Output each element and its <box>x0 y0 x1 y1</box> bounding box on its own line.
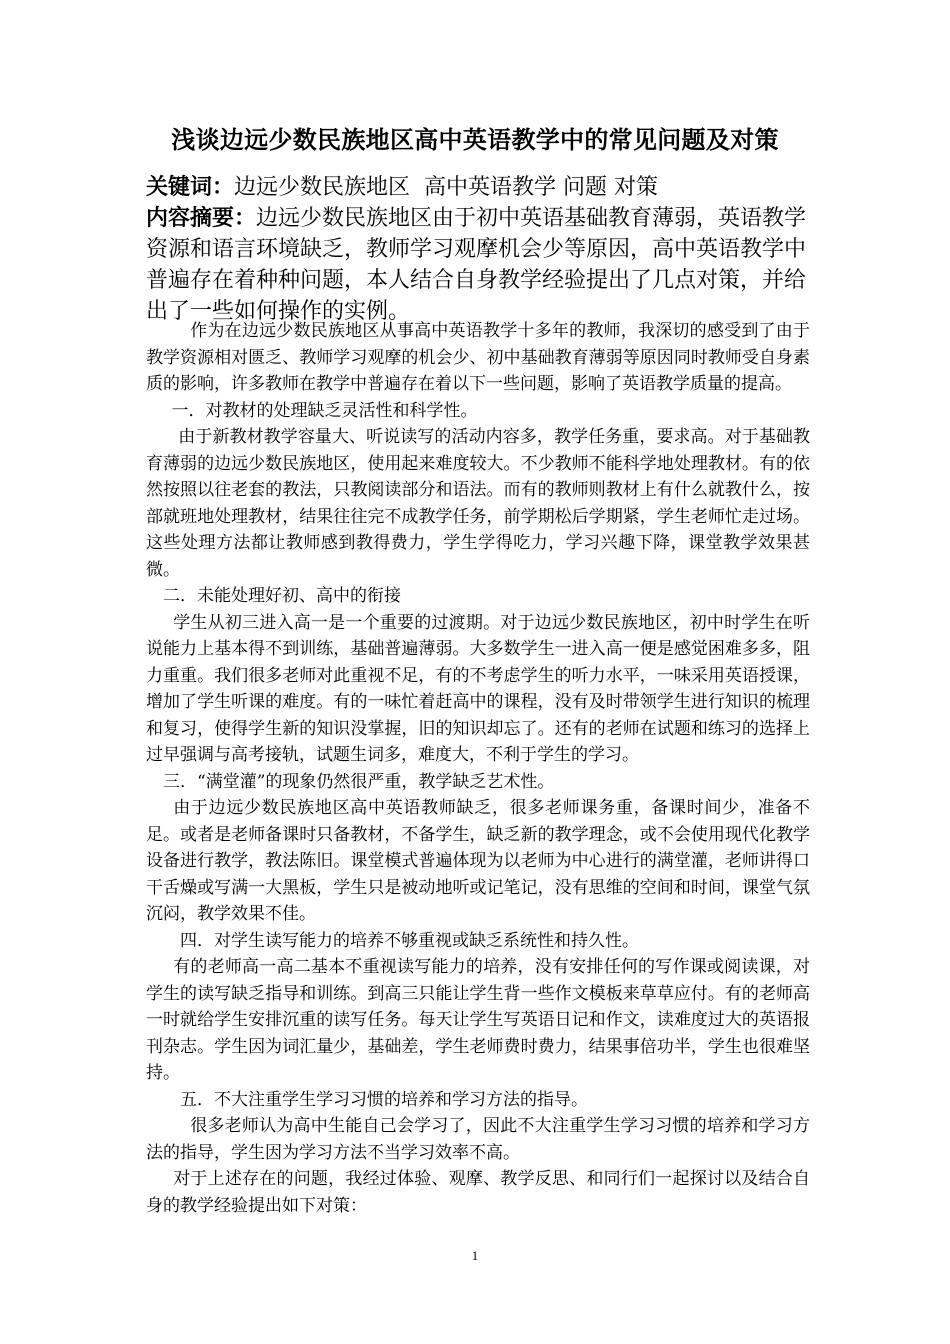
document-title: 浅谈边远少数民族地区高中英语教学中的常见问题及对策 <box>171 125 779 154</box>
section-heading-4: 四．对学生读写能力的培养不够重视或缺乏系统性和持久性。 <box>180 930 639 951</box>
abstract-block <box>146 203 816 327</box>
page-number: 1 <box>471 1248 479 1263</box>
keywords-line <box>146 172 816 203</box>
section-paragraph-4: 有的老师高一高二基本不重视读写能力的培养，没有安排任何的写作课或阅读课，对学生的读写缺乏指导和训练。到高三只能让学生背一些作文模板来草草应付。有的老师高一时就给学生安排沉重的读写任务。每天让学生写英语日记和作文，读难度过大的英语报刊杂志。学生因为词汇量少，基础差，学生老师费时费力，结果事倍功半，学生也很难坚持。 <box>146 957 810 1083</box>
closing-paragraph: 对于上述存在的问题，我经过体验、观摩、教学反思、和同行们一起探讨以及结合自身的教学经验提出如下对策： <box>146 1169 810 1216</box>
section-paragraph-5: 很多老师认为高中生能自己会学习了，因此不大注重学生学习习惯的培养和学习方法的指导，学生因为学习方法不当学习效率不高。 <box>146 1116 810 1163</box>
keywords-value: 边远少数民族地区 高中英语教学 问题 对策 <box>234 175 658 200</box>
document-meta <box>146 172 816 327</box>
section-heading-5: 五．不大注重学生学习习惯的培养和学习方法的指导。 <box>180 1089 588 1110</box>
section-heading-3: 三．“满堂灌”的现象仍然很严重，教学缺乏艺术性。 <box>163 771 555 792</box>
keywords-label: 关键词： <box>146 174 235 200</box>
document-body <box>146 318 810 1219</box>
section-heading-2: 二．未能处理好初、高中的衔接 <box>163 586 401 606</box>
abstract-label: 内容摘要： <box>146 205 257 231</box>
section-paragraph-3: 由于边远少数民族地区高中英语教师缺乏，很多老师课务重，备课时间少，准备不足。或者是老师备课时只备教材，不备学生，缺乏新的教学理念，或不会使用现代化教学设备进行教学，教法陈旧。课堂模式普遍体现为以老师为中心进行的满堂灌，老师讲得口干舌燥或写满一大黑板，学生只是被动地听或记笔记，没有思维的空间和时间，课堂气氛沉闷，教学效果不佳。 <box>146 798 810 924</box>
section-heading-1: 一．对教材的处理缺乏灵活性和科学性。 <box>171 400 478 421</box>
section-paragraph-2: 学生从初三进入高一是一个重要的过渡期。对于边远少数民族地区，初中时学生在听说能力上基本得不到训练，基础普遍薄弱。大多数学生一进入高一便是感觉困难多多，阻力重重。我们很多老师对此重视不足，有的不考虑学生的听力水平，一味采用英语授课，增加了学生听课的难度。有的一味忙着赶高中的课程，没有及时带领学生进行知识的梳理和复习，使得学生新的知识没掌握，旧的知识却忘了。还有的老师在试题和练习的选择上过早强调与高考接轨，试题生词多，难度大，不利于学生的学习。 <box>146 612 810 765</box>
section-paragraph-1: 由于新教材教学容量大、听说读写的活动内容多，教学任务重，要求高。对于基础教育薄弱的边远少数民族地区，使用起来难度较大。不少教师不能科学地处理教材。有的依然按照以往老套的教法，只教阅读部分和语法。而有的教师则教材上有什么就教什么，按部就班地处理教材，结果往往完不成教学任务，前学期松后学期紧，学生老师忙走过场。这些处理方法都让教师感到教得费力，学生学得吃力，学习兴趣下降，课堂教学效果甚微。 <box>146 427 810 580</box>
abstract-value: 边远少数民族地区由于初中英语基础教育薄弱，英语教学资源和语言环境缺乏，教师学习观摩机会少等原因，高中英语教学中普遍存在着种种问题，本人结合自身教学经验提出了几点对策，并给出了一些如何操作的实例。 <box>146 206 807 324</box>
intro-paragraph: 作为在边远少数民族地区从事高中英语教学十多年的教师，我深切的感受到了由于教学资源相对匮乏、教师学习观摩的机会少、初中基础教育薄弱等原因同时教师受自身素质的影响，许多教师在教学中普遍存在着以下一些问题，影响了英语教学质量的提高。 <box>146 321 810 394</box>
